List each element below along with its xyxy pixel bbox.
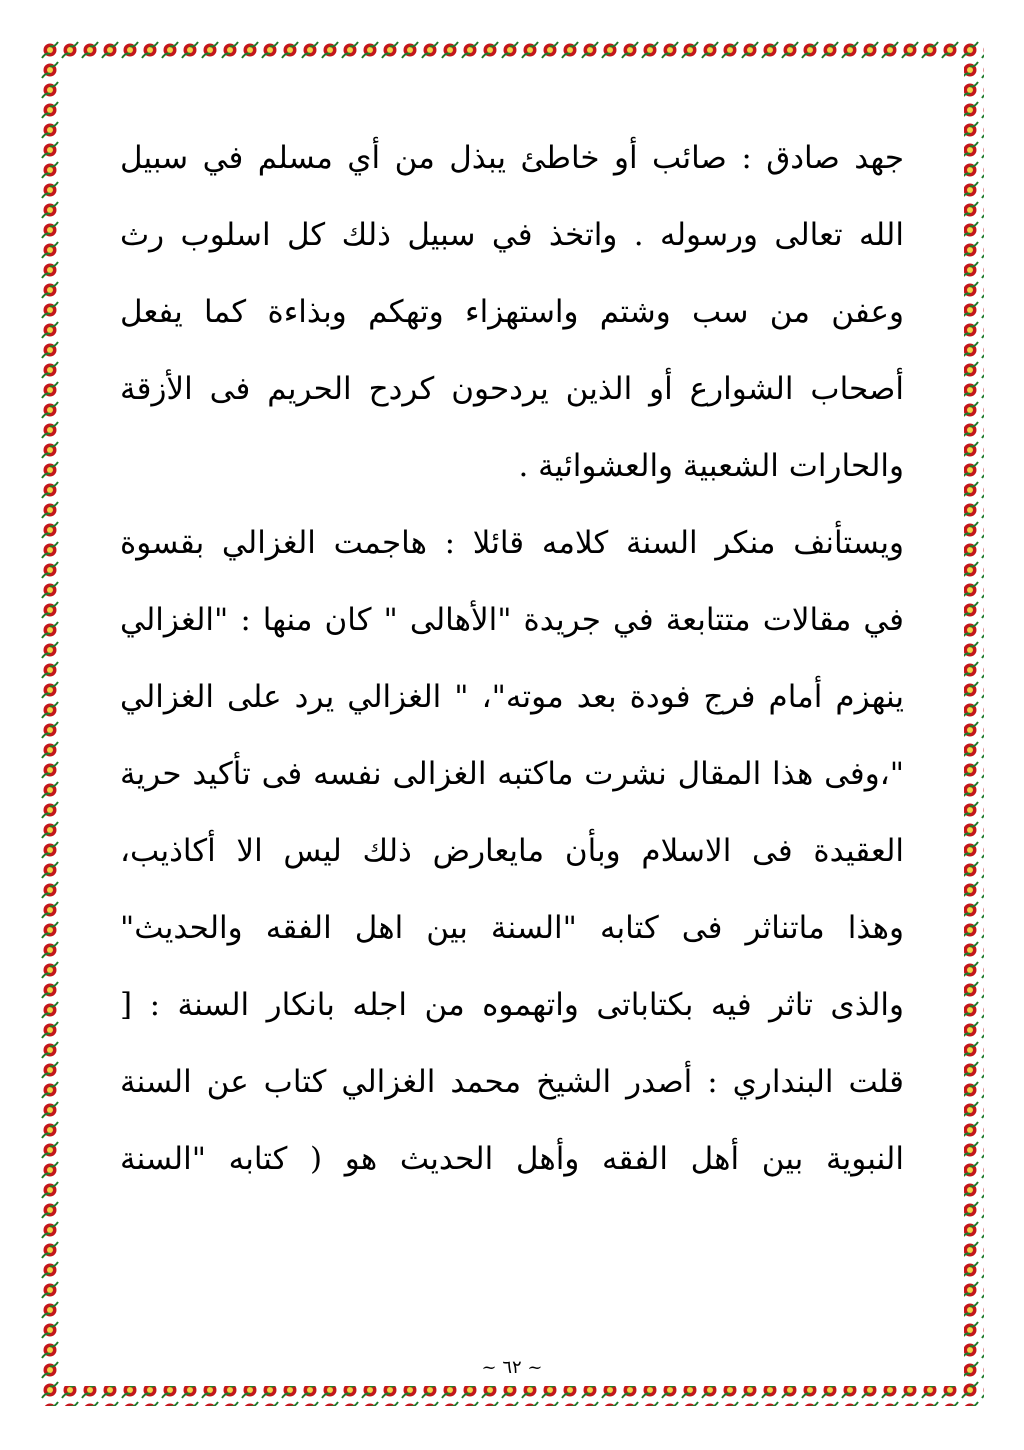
- text-line: والذى تاثر فيه بكتاباتى واتهموه من اجله بانكار السنة : [: [120, 987, 904, 1023]
- text-line: ويستأنف منكر السنة كلامه قائلا : هاجمت الغزالي بقسوة: [120, 525, 904, 561]
- text-line: قلت البنداري : أصدر الشيخ محمد الغزالي كتاب عن السنة: [120, 1064, 904, 1100]
- text-line: وهذا ماتناثر فى كتابه "السنة بين اهل الفقه والحديث": [120, 910, 904, 946]
- text-line: "،وفى هذا المقال نشرت ماكتبه الغزالى نفسه فى تأكيد حرية: [120, 756, 904, 792]
- text-line: العقيدة فى الاسلام وبأن مايعارض ذلك ليس الا أكاذيب،: [120, 833, 904, 869]
- page-number: ~ ٦٢ ~: [481, 1357, 543, 1378]
- text-line: أصحاب الشوارع أو الذين يردحون كردح الحريم فى الأزقة: [120, 371, 904, 407]
- text-line: الله تعالى ورسوله . واتخذ في سبيل ذلك كل اسلوب رث: [120, 217, 904, 253]
- page-body: [120, 120, 904, 1300]
- text-line: في مقالات متتابعة في جريدة "الأهالى " كان منها : "الغزالي: [120, 602, 904, 638]
- paragraph: [120, 120, 904, 505]
- text-line: جهد صادق : صائب أو خاطئ يبذل من أي مسلم في سبيل: [120, 140, 904, 176]
- text-line: والحارات الشعبية والعشوائية .: [518, 448, 904, 484]
- paragraph: [120, 505, 904, 1198]
- text-line: ينهزم أمام فرج فودة بعد موته"، " الغزالي يرد على الغزالي: [120, 679, 904, 715]
- text-line: وعفن من سب وشتم واستهزاء وتهكم وبذاءة كما يفعل: [120, 294, 904, 330]
- text-line: النبوية بين أهل الفقه وأهل الحديث هو ( كتابه "السنة: [120, 1141, 904, 1177]
